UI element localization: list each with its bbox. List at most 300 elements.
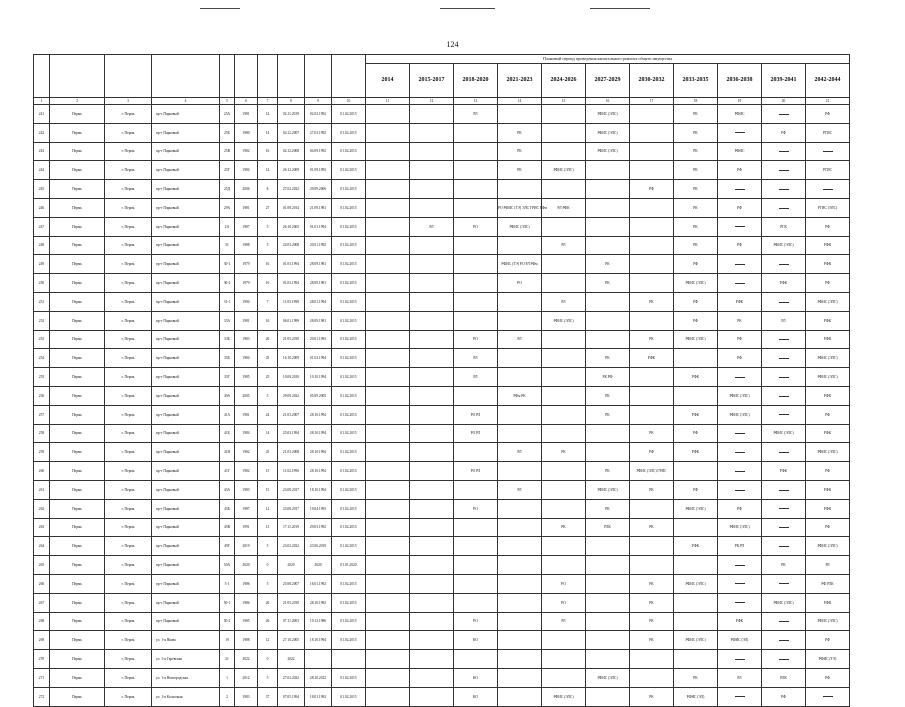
period-cell — [410, 556, 454, 575]
locality: г. Пермь — [105, 180, 152, 199]
date-1: 11.02.1996 — [278, 462, 305, 481]
house-number: 31 — [220, 236, 235, 255]
locality: г. Пермь — [105, 687, 152, 706]
build-year: 1987 — [235, 499, 258, 518]
house-number: 31-1 — [220, 292, 235, 311]
period-cell — [366, 687, 410, 706]
period-cell — [410, 274, 454, 293]
build-year: 1983 — [235, 330, 258, 349]
period-cell — [498, 180, 542, 199]
row-number: 255 — [34, 368, 50, 387]
deadline: 01.01.2020 — [332, 556, 366, 575]
header-year-2021-2023: 2021-2023 — [498, 64, 542, 98]
build-year: 2019 — [235, 537, 258, 556]
municipality: Пермь — [50, 142, 105, 161]
period-cell — [410, 330, 454, 349]
period-cell — [366, 668, 410, 687]
row-number: 261 — [34, 480, 50, 499]
period-cell — [630, 368, 674, 387]
deadline: 01.02.2015 — [332, 687, 366, 706]
period-cell: РК — [586, 255, 630, 274]
period-cell — [454, 537, 498, 556]
table-row — [34, 537, 850, 556]
period-cell — [762, 612, 806, 631]
period-cell: РФК — [630, 349, 674, 368]
empty-mark — [823, 696, 833, 697]
period-cell — [762, 518, 806, 537]
period-cell: РФ — [806, 217, 850, 236]
locality: г. Пермь — [105, 105, 152, 124]
build-year: 1986 — [235, 593, 258, 612]
period-cell: РФ — [806, 105, 850, 124]
row-number: 251 — [34, 292, 50, 311]
build-year: 2005 — [235, 386, 258, 405]
period-cell: РФК — [718, 612, 762, 631]
house-number: 49Г — [220, 537, 235, 556]
period-cell: РФИС (ЭЛС) — [542, 687, 586, 706]
locality: г. Пермь — [105, 650, 152, 669]
date-2: 28.09.1981 — [305, 255, 332, 274]
period-cell — [542, 499, 586, 518]
floors: 24 — [258, 405, 278, 424]
period-cell — [630, 161, 674, 180]
period-cell — [366, 424, 410, 443]
floors: 25 — [258, 368, 278, 387]
floors: 16 — [258, 274, 278, 293]
empty-mark — [735, 452, 745, 453]
column-number: 1 — [34, 98, 50, 105]
period-cell — [762, 292, 806, 311]
table-row — [34, 217, 850, 236]
period-cell — [454, 123, 498, 142]
municipality: Пермь — [50, 311, 105, 330]
period-cell — [674, 349, 718, 368]
locality: г. Пермь — [105, 443, 152, 462]
period-cell: РЛ — [542, 292, 586, 311]
period-cell — [762, 198, 806, 217]
house-number: 25Г — [220, 161, 235, 180]
period-cell: РК РФ — [586, 368, 630, 387]
period-cell — [762, 349, 806, 368]
header-year-2015-2017: 2015-2017 — [410, 64, 454, 98]
locality: г. Пермь — [105, 480, 152, 499]
period-cell: РФК — [806, 255, 850, 274]
period-cell — [762, 368, 806, 387]
period-cell: РФИС (ЭЛС) — [674, 631, 718, 650]
period-cell — [410, 142, 454, 161]
row-number: 264 — [34, 537, 50, 556]
period-cell — [498, 311, 542, 330]
date-1: 02.11.2019 — [278, 105, 305, 124]
period-cell: РК — [674, 236, 718, 255]
locality: г. Пермь — [105, 424, 152, 443]
period-cell — [410, 368, 454, 387]
period-cell — [366, 236, 410, 255]
floors: 14 — [258, 123, 278, 142]
period-cell: РФ РЛК — [806, 574, 850, 593]
row-number: 271 — [34, 668, 50, 687]
build-year: 1981 — [235, 198, 258, 217]
period-cell — [762, 105, 806, 124]
period-cell: РК — [630, 593, 674, 612]
deadline: 01.02.2015 — [332, 631, 366, 650]
street: пр-т Парковый — [152, 612, 220, 631]
locality: г. Пермь — [105, 217, 152, 236]
period-cell — [586, 650, 630, 669]
period-cell — [366, 217, 410, 236]
period-cell: РК — [630, 518, 674, 537]
period-cell: РФК — [806, 386, 850, 405]
row-number: 253 — [34, 330, 50, 349]
table-row — [34, 255, 850, 274]
period-cell — [498, 687, 542, 706]
period-cell — [630, 386, 674, 405]
house-number: 2 — [220, 687, 235, 706]
locality: г. Пермь — [105, 368, 152, 387]
period-cell: РЛ — [762, 311, 806, 330]
empty-mark — [779, 527, 789, 528]
date-2: 10.10.1994 — [305, 368, 332, 387]
period-cell: РФИС (ЭЛС) — [806, 349, 850, 368]
empty-mark — [823, 189, 833, 190]
period-cell — [762, 180, 806, 199]
table-row — [34, 499, 850, 518]
deadline: 01.02.2015 — [332, 668, 366, 687]
empty-mark — [779, 508, 789, 509]
period-cell: РФ — [806, 518, 850, 537]
build-year: 1986 — [235, 574, 258, 593]
deadline: 01.02.2015 — [332, 593, 366, 612]
period-cell — [366, 650, 410, 669]
deadline: 01.02.2015 — [332, 217, 366, 236]
municipality: Пермь — [50, 198, 105, 217]
period-cell — [542, 480, 586, 499]
period-cell — [366, 405, 410, 424]
column-number: 16 — [586, 98, 630, 105]
locality: г. Пермь — [105, 142, 152, 161]
deadline: 01.02.2015 — [332, 424, 366, 443]
street: ул. 1-я Якова — [152, 631, 220, 650]
period-cell — [674, 518, 718, 537]
period-cell — [674, 612, 718, 631]
table-row — [34, 123, 850, 142]
period-cell — [366, 386, 410, 405]
empty-mark — [779, 377, 789, 378]
row-number: 246 — [34, 198, 50, 217]
period-cell — [366, 556, 410, 575]
floors: 16 — [258, 255, 278, 274]
date-2: 28.10.1994 — [305, 424, 332, 443]
period-cell — [718, 274, 762, 293]
period-cell — [410, 668, 454, 687]
house-number: 25В — [220, 142, 235, 161]
period-cell — [454, 161, 498, 180]
period-cell: РФИС (ЭЛС) — [586, 123, 630, 142]
period-cell — [498, 556, 542, 575]
period-cell — [498, 593, 542, 612]
period-cell — [454, 386, 498, 405]
build-year: 1984 — [235, 349, 258, 368]
deadline: 01.02.2015 — [332, 499, 366, 518]
period-cell — [410, 518, 454, 537]
period-cell: РК — [586, 349, 630, 368]
period-cell: РК — [542, 518, 586, 537]
build-year: 1981 — [235, 105, 258, 124]
date-1: 07.05.1994 — [278, 687, 305, 706]
period-cell: РК — [674, 198, 718, 217]
date-1: 02.12.2008 — [278, 142, 305, 161]
empty-mark — [779, 452, 789, 453]
period-cell: РК — [630, 574, 674, 593]
period-cell — [630, 236, 674, 255]
period-cell: РГИС — [806, 123, 850, 142]
period-cell — [366, 443, 410, 462]
locality: г. Пермь — [105, 349, 152, 368]
period-cell — [366, 480, 410, 499]
street: пр-т Парковый — [152, 499, 220, 518]
house-number: 25Д — [220, 180, 235, 199]
deadline: 01.02.2015 — [332, 574, 366, 593]
period-cell — [762, 480, 806, 499]
period-cell — [542, 255, 586, 274]
period-cell: РЛК — [586, 518, 630, 537]
floors: 5 — [258, 386, 278, 405]
header-date-1 — [278, 55, 305, 98]
locality: г. Пермь — [105, 386, 152, 405]
period-cell: РФИС (ТЭ) — [806, 650, 850, 669]
locality: г. Пермь — [105, 574, 152, 593]
build-year: 1984 — [235, 424, 258, 443]
street: пр-т Парковый — [152, 574, 220, 593]
header-house — [220, 55, 235, 98]
house-number: 19 — [220, 631, 235, 650]
period-cell — [410, 311, 454, 330]
period-cell — [542, 668, 586, 687]
period-cell — [366, 105, 410, 124]
locality: г. Пермь — [105, 330, 152, 349]
build-year: 1994 — [235, 292, 258, 311]
period-cell — [366, 349, 410, 368]
floors: 25 — [258, 349, 278, 368]
build-year: 1988 — [235, 236, 258, 255]
date-1: 21.03.2008 — [278, 443, 305, 462]
date-2: 21.09.1981 — [305, 198, 332, 217]
period-cell — [806, 687, 850, 706]
period-cell: РФИС (ЭЛС) — [806, 443, 850, 462]
period-cell — [542, 349, 586, 368]
period-cell: РО РЛ — [454, 424, 498, 443]
period-cell: РО — [454, 499, 498, 518]
period-cell — [630, 650, 674, 669]
header-year-2024-2026: 2024-2026 — [542, 64, 586, 98]
date-2: 01.03.1994 — [305, 349, 332, 368]
period-cell — [542, 556, 586, 575]
municipality: Пермь — [50, 631, 105, 650]
period-cell — [718, 217, 762, 236]
date-2: 28.09.1981 — [305, 311, 332, 330]
row-number: 262 — [34, 499, 50, 518]
house-number: 33Б — [220, 330, 235, 349]
floors: 14 — [258, 105, 278, 124]
locality: г. Пермь — [105, 274, 152, 293]
period-cell — [586, 631, 630, 650]
municipality: Пермь — [50, 537, 105, 556]
period-cell: РФИС (ЭЛС) — [586, 105, 630, 124]
build-year: 1983 — [235, 687, 258, 706]
build-year: 1981 — [235, 405, 258, 424]
header-number — [34, 55, 50, 98]
deadline: 01.02.2015 — [332, 142, 366, 161]
house-number: 30-2 — [220, 274, 235, 293]
municipality: Пермь — [50, 180, 105, 199]
period-cell: РК — [498, 161, 542, 180]
deadline: 01.02.2015 — [332, 198, 366, 217]
period-cell — [454, 292, 498, 311]
table-row — [34, 330, 850, 349]
period-cell: РК — [630, 687, 674, 706]
period-cell — [410, 499, 454, 518]
period-cell: РФК — [806, 499, 850, 518]
municipality: Пермь — [50, 368, 105, 387]
period-cell: РФ — [630, 180, 674, 199]
build-year: 1983 — [235, 480, 258, 499]
street: пр-т Парковый — [152, 236, 220, 255]
column-number: 7 — [258, 98, 278, 105]
period-cell — [718, 650, 762, 669]
period-cell — [410, 424, 454, 443]
build-year: 2006 — [235, 180, 258, 199]
date-2: 28.10.1992 — [305, 593, 332, 612]
header-year-2027-2029: 2027-2029 — [586, 64, 630, 98]
empty-mark — [735, 132, 745, 133]
period-cell — [542, 105, 586, 124]
period-cell — [806, 180, 850, 199]
build-year: 2012 — [235, 668, 258, 687]
period-cell: РК — [718, 311, 762, 330]
period-cell — [454, 236, 498, 255]
empty-mark — [735, 659, 745, 660]
date-2: 29.09.2006 — [305, 180, 332, 199]
page-top-rule-3 — [590, 8, 650, 9]
street: пр-т Парковый — [152, 123, 220, 142]
table-row — [34, 424, 850, 443]
street: пр-т Парковый — [152, 593, 220, 612]
period-cell: РК — [674, 142, 718, 161]
period-cell: РФ — [674, 255, 718, 274]
period-cell — [806, 142, 850, 161]
period-cell — [674, 556, 718, 575]
period-cell: РФК — [674, 537, 718, 556]
period-cell — [542, 462, 586, 481]
date-2: 20.01.1992 — [305, 236, 332, 255]
period-cell: РЛ — [718, 668, 762, 687]
period-cell — [454, 556, 498, 575]
period-cell: РО РЛ — [454, 405, 498, 424]
period-cell: РФИС (ЭЛС) — [762, 236, 806, 255]
period-cell: РФК — [718, 292, 762, 311]
period-cell — [630, 274, 674, 293]
period-cell: РФ — [674, 480, 718, 499]
period-cell: РК — [630, 631, 674, 650]
date-1: 25.03.1994 — [278, 424, 305, 443]
empty-mark — [779, 583, 789, 584]
period-cell: РО — [542, 574, 586, 593]
street: пр-т Парковый — [152, 311, 220, 330]
date-1: 2022 — [278, 650, 305, 669]
period-cell — [454, 650, 498, 669]
page-top-rule-2 — [440, 8, 495, 9]
table-row — [34, 292, 850, 311]
period-cell: РК — [586, 386, 630, 405]
floors: 37 — [258, 687, 278, 706]
period-cell: РК — [586, 405, 630, 424]
period-cell — [498, 574, 542, 593]
build-year: 1984 — [235, 161, 258, 180]
build-year: 1979 — [235, 274, 258, 293]
table-row — [34, 236, 850, 255]
deadline: 01.02.2015 — [332, 612, 366, 631]
house-number: 41А — [220, 405, 235, 424]
period-cell — [498, 105, 542, 124]
municipality: Пермь — [50, 217, 105, 236]
period-cell — [366, 311, 410, 330]
street: пр-т Парковый — [152, 537, 220, 556]
date-1: 10.09.2010 — [278, 368, 305, 387]
street: ул. 1-я Колхозная — [152, 687, 220, 706]
period-cell — [498, 518, 542, 537]
house-number: 35Б — [220, 349, 235, 368]
period-cell — [542, 142, 586, 161]
period-cell — [718, 443, 762, 462]
period-cell — [762, 631, 806, 650]
period-cell: РО — [498, 274, 542, 293]
period-cell — [498, 462, 542, 481]
period-cell — [718, 574, 762, 593]
table-row — [34, 105, 850, 124]
municipality: Пермь — [50, 424, 105, 443]
period-cell — [718, 368, 762, 387]
period-cell: РФИС (ЭЛС) — [718, 405, 762, 424]
period-cell — [630, 405, 674, 424]
deadline: 01.02.2015 — [332, 386, 366, 405]
period-cell: РФИС (ЭЛС) — [586, 668, 630, 687]
period-cell: РЛ — [498, 330, 542, 349]
date-1: 29.09.2022 — [278, 386, 305, 405]
period-cell — [366, 161, 410, 180]
empty-mark — [735, 189, 745, 190]
period-cell: РФ — [718, 198, 762, 217]
header-year-2036-2038: 2036-2038 — [718, 64, 762, 98]
empty-mark — [735, 226, 745, 227]
period-cell: РФК — [762, 462, 806, 481]
municipality: Пермь — [50, 668, 105, 687]
period-cell: РО — [454, 612, 498, 631]
period-cell — [410, 386, 454, 405]
floors: 16 — [258, 142, 278, 161]
period-cell — [366, 255, 410, 274]
municipality: Пермь — [50, 556, 105, 575]
table-row — [34, 198, 850, 217]
period-cell — [366, 142, 410, 161]
period-cell — [366, 612, 410, 631]
period-cell — [410, 593, 454, 612]
column-number: 19 — [718, 98, 762, 105]
period-cell — [454, 311, 498, 330]
deadline: 01.02.2015 — [332, 255, 366, 274]
floors: 5 — [258, 537, 278, 556]
period-cell: РО — [454, 330, 498, 349]
period-cell: РФ — [806, 631, 850, 650]
